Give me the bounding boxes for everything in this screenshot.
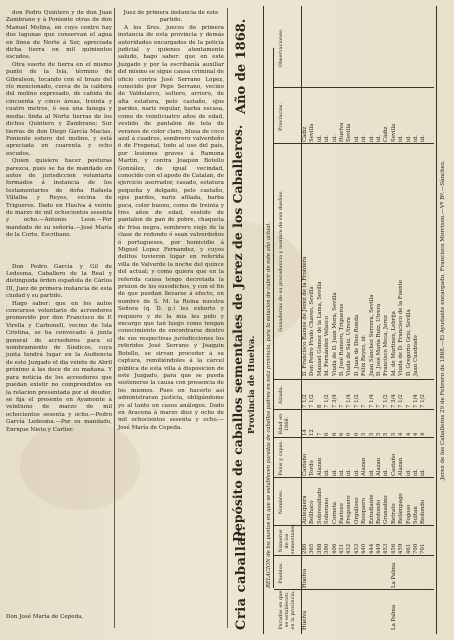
table-cell-pelo: id. — [353, 469, 360, 476]
left-column-footer: Don José María de Cepeda, — [6, 614, 84, 620]
table-row — [376, 6, 383, 634]
table-cell-edad: 5 — [361, 432, 368, 436]
table-cell-pelo: id. — [405, 469, 412, 476]
table-body — [302, 6, 430, 634]
table-cell-ganaderia: Manuel Gómez de la Lama, Sevilla — [316, 281, 323, 376]
table-cell-alzada: 7 3/4 — [331, 394, 338, 408]
table-cell-edad: 4 — [420, 432, 427, 436]
table-cell-nombre: Rosquero — [361, 497, 368, 524]
table-cell-ganaderia: Francisco Meca, Jerez — [383, 315, 390, 376]
panel-year: Año de 1868. — [234, 18, 249, 114]
table-cell-pelo: Tordo — [309, 460, 316, 476]
table-cell-alzada: 7 1/2 — [353, 394, 360, 408]
table-cell-ganaderia: D. Gregorio Gris, Sevilla — [405, 309, 412, 376]
table-cell-pelo: id. — [331, 469, 338, 476]
table-cell-edad: 5 — [383, 432, 390, 436]
left-paragraph-3: Quien quisiere hacer posturas parezca, pues se ha de mandado en autos de jurisdiccion voluntaria formados á instancia de los testamentarios de doña Rafaela Villalba y Reyes, vecina de Trigueros. Dado en Huelva á veinte de marzo de mil ochocientos sesenta y ocho.—Antonio Leon.—Por mandado de su señoría.—José María de la Corte, Escribano. — [6, 158, 112, 239]
panel-subtitle: Provincia de Huelva. — [247, 335, 257, 434]
column-header: Edad en 1868. — [278, 413, 290, 435]
table-column-rule — [274, 379, 434, 380]
table-cell-nombre: Soberano — [324, 497, 331, 524]
table-cell-edad: 14 — [302, 429, 308, 436]
table-cell-num: 440 — [361, 543, 368, 554]
table-row — [346, 6, 353, 634]
table-cell-pueblo: La Palma — [390, 562, 397, 588]
table-cell-nombre: Sultan — [413, 506, 419, 524]
table-column-rule — [274, 555, 434, 556]
table-header — [274, 6, 302, 634]
table-cell-num: 286 — [302, 543, 308, 554]
table-cell-nombre: Orgulloso — [353, 497, 360, 524]
table-cell-num: 459 — [398, 543, 405, 554]
table-cell-ganaderia: D. Francisco Ramos de Jerez de la Frontera — [302, 256, 308, 376]
table-cell-nombre: Antequera — [302, 495, 308, 524]
table-cell-ganaderia: D. José María Ruiz, Utrera — [376, 303, 382, 376]
table-cell-parada: Huelva — [302, 610, 308, 630]
table-cell-ganaderia: Félix Reyes, id. — [361, 334, 368, 376]
table-cell-alzada: 7 1/2 — [420, 394, 427, 408]
table-column-rule — [274, 87, 434, 88]
table-cell-nombre: Corneta — [331, 502, 338, 524]
table-cell-edad: 6 — [346, 432, 353, 436]
column-header: Paradas en que se establecen en la provincia. — [278, 590, 296, 630]
left-column — [6, 10, 112, 620]
table-cell-nombre: Pregonero — [346, 495, 353, 524]
table-cell-ganaderia: Juan Sánchez Serrera, Sevilla — [368, 294, 375, 376]
table-cell-prov: Huelva — [339, 122, 345, 142]
table-row — [354, 6, 361, 634]
table-cell-alzada: 7 1/2 — [398, 394, 405, 408]
table-cell-edad: 7 — [316, 432, 323, 436]
table-cell-pelo: Alazan — [361, 457, 368, 476]
table-row — [302, 6, 309, 634]
table-cell-alzada: 7 1/4 — [413, 394, 419, 408]
table-row — [361, 6, 368, 634]
table-cell-num: 431 — [339, 543, 345, 554]
table-cell-nombre: Bellhaco — [309, 500, 316, 524]
stallion-table-panel — [230, 6, 450, 634]
table-row — [413, 6, 420, 634]
column-header: Pueblos. — [278, 562, 284, 584]
table-cell-pelo: id. — [346, 469, 353, 476]
table-cell-pelo: Castaño — [390, 453, 397, 476]
left-paragraph-4: Don Pedro García y Gil de Ledesma, Caballero de la Real y distinguida órden española de Cárlos III, Juez de primera instancia de esta ciudad y su partido. — [6, 263, 112, 300]
table-row — [406, 6, 413, 634]
table-cell-nombre: Sobresaltado — [316, 488, 323, 524]
table-cell-nombre: Fogoso — [405, 504, 412, 524]
table-column-rule — [274, 143, 434, 144]
table-row — [309, 6, 316, 634]
table-cell-pelo: id. — [420, 469, 427, 476]
table-cell-prov: id. — [398, 135, 405, 142]
left-paragraph-2: Otra suerte de tierra en el mismo punto de la Isla, término de Gibraleon, tocando con el brazo del río mencionado, cerca de la caldera del molino expresado, de cabida de cincuenta y cinco áreas, treinta y cuatro metros, ó sea una fanega y media: linda al Norte tierras de los dichos Quintero y Zambrano; Sur tierras de don Diego García Macias, Poniente estero del molino, y está apreciada en cuarenta y ocho escudos. — [6, 61, 112, 157]
panel-title-row — [230, 6, 264, 634]
left-paragraph-1: don Pedro Quintero y de don Juan Zambrano y á Poniente otras de don Manuel Molina, en cuyo centro hay dos lagunas que conservan el agua en linea de Norte á Sur, aprecíada dicha tierra en mil quinientos escudos. — [6, 10, 112, 61]
table-cell-prov: Cádiz — [383, 126, 390, 142]
table-cell-num: 406 — [331, 543, 338, 554]
table-column-rule — [274, 525, 434, 526]
table-cell-prov: id. — [361, 135, 368, 142]
table-cell-edad: 4 — [405, 432, 412, 436]
table-cell-pelo: Alazan — [376, 457, 382, 476]
table-column-rule — [274, 477, 434, 478]
table-cell-ganaderia: Viuda de D. Francisco de la Fuente — [398, 279, 405, 376]
table-cell-alzada: 7 1/2 — [383, 394, 390, 408]
table-cell-prov: Cádiz — [302, 126, 308, 142]
table-cell-prov: id. — [368, 135, 375, 142]
table-cell-edad: 6 — [339, 432, 345, 436]
table-row — [324, 6, 331, 634]
table-cell-ganaderia: Viuda de Sáiz, Utrera — [346, 317, 353, 376]
table-row — [398, 6, 405, 634]
table-cell-ganaderia: D. Juan de Dios Ronda — [353, 314, 360, 376]
table-cell-edad: 6 — [324, 432, 331, 436]
table-cell-nombre: Relámpago — [398, 493, 405, 524]
column-divider — [114, 8, 115, 628]
table-cell-ganaderia: D. José Romero, Trigueros — [339, 303, 345, 376]
table-column-rule — [274, 409, 434, 410]
table-cell-edad: 5 — [368, 432, 375, 436]
middle-column — [118, 10, 224, 432]
table-cell-parada: La Palma — [390, 604, 397, 630]
table-cell-edad: 5 — [376, 432, 382, 436]
spacer — [6, 240, 112, 264]
table-cell-prov: id. — [353, 135, 360, 142]
table-row — [383, 6, 390, 634]
table-cell-prov: id. — [331, 135, 338, 142]
table-cell-edad: 4 — [413, 432, 419, 436]
table-row — [317, 6, 324, 634]
column-divider — [227, 8, 228, 628]
table-cell-alzada: 7 1/2 — [309, 394, 316, 408]
column-header: Números de los sementales. — [278, 523, 296, 554]
column-header: Pelos y capas. — [278, 440, 284, 476]
table-cell-prov: id. — [405, 135, 412, 142]
table-cell-alzada: 7 3/4 — [390, 394, 397, 408]
table-cell-pelo: Castaño — [302, 453, 308, 476]
column-header: Provincias. — [278, 103, 284, 131]
table-cell-num: 700 — [413, 543, 419, 554]
column-header: Nombres. — [278, 489, 284, 515]
column-header: Ganaderías de su procedencia y nombre de sus dueños. — [278, 190, 284, 332]
table-cell-pelo: id. — [339, 469, 345, 476]
table-cell-alzada: 7 1/4 — [346, 394, 353, 408]
table-cell-prov: Sevilla — [346, 123, 353, 142]
table-cell-nombre: Estudiante — [368, 494, 375, 524]
table-cell-edad: 5 — [390, 432, 397, 436]
table-cell-ganaderia: Don Pedro Prado Chaves, Sevilla — [309, 286, 316, 376]
table-cell-pueblo: Huelva — [302, 568, 308, 588]
middle-header: Juez de primera instancia de este partido. — [123, 10, 219, 24]
table-cell-num: 365 — [309, 543, 316, 554]
table-cell-nombre: Retrato — [390, 503, 397, 524]
table-cell-ganaderia: Viuda de D. Juan Mora, Sevilla — [331, 292, 338, 376]
table-cell-nombre: Redondo — [376, 499, 382, 524]
table-cell-edad: 4 — [398, 432, 405, 436]
panel-section-title: Cria caballar. — [234, 525, 249, 630]
table-cell-prov: id. — [316, 135, 323, 142]
table-cell-prov: Sevilla — [390, 123, 397, 142]
table-row — [339, 6, 346, 634]
table-cell-ganaderia: Id. de Martinez, Lebrija — [390, 311, 397, 376]
table-cell-prov: id. — [376, 135, 382, 142]
table-cell-num: 449 — [376, 543, 382, 554]
table-cell-edad: 6 — [331, 432, 338, 436]
table-row — [420, 6, 427, 634]
table-cell-num: 388 — [316, 543, 323, 554]
table-cell-alzada: 7 1/2 — [324, 394, 331, 408]
panel-main-title: Depósito de caballos sementales de Jerez de los Caballeros. — [230, 124, 245, 542]
table-cell-alzada: 7 1/2 — [302, 394, 308, 408]
table-cell-alzada: 8 — [316, 404, 323, 408]
middle-paragraph-1: A los Sres. jueces de primera instancia de esta provincia y demás autoridades encargados de la policía judicial y quienes atentamente saludo, hago saber: que en este Juzgado y por la escribanía auxiliar del mismo se sigue causa criminal de oficio contra José Serrano Lopez, conocido por Pepe Serrano, vecino de Valdelarco, soltero, arriero, de alta estatura, pelo castaño, ojos pardos, nariz regular, barba escasa, como de veinticuatro años de edad, vestido de pantalon de tela de veranos de color claro, blusa de coco azul á cuadros, sombrero valverdeño ó de Fregenal, todo al uso del país, por lesiones graves á Ramona Martin, y contra Joaquin Botello González, de igual vecindad, conocido con el apodo de Catalan, de ejercicio aserrador, casado, estatura pequeña y delgado, pelo castaño, ojos pardos, nariz afilada, barba poca, color bueno, como de treinta y tres años de edad, vestido de pantalon de pan de pobre, chaqueta de frisa negra, sombrero viejo de la clase de redondo ó sean valverdeños ó portugueses, por homicidio á Miguel Lopez Fernandez, y cuyos delitos tuvieron lugar en referida villa de Valverde la noche del quince del actual; y como quiera que en la referida causa tengo decretada la prision de los susodichos, y con el fin de que puedan llevarse á efecto, en nombre de S. M. la Reina nuestra Señora (q. D. g.) les exhorto y requiero y de la mia les pido y encargo que tan luego como tengan conocimiento de encontrarse dentro de sus respectivas jurisdicciones los referidos José Serrano y Joaquin Botello, se sirvan proceder á su captura, remitiéndoles á la cárcel pública de esta villa á disposicion de este Juzgado, para que se pueda sostenerse la causa con presencia de los mismos. Pues en hacerlo así administraran justicia, obligándome yo al tanto en casos análogos. Dado en Aracena á marzo diez y ocho de mil ochocientos sesenta y ocho.—José María de Cepeda. — [118, 24, 224, 431]
panel-footer: Jerez de los Caballeros 29 de Febrero de 1868.—El Ayudante encargado, Francisco Morrison.—Vº Bº.—Sánchez. — [436, 6, 447, 634]
column-header: Observaciones. — [278, 28, 284, 68]
table-cell-alzada: 7 — [376, 404, 382, 408]
table-cell-prov: id. — [413, 135, 419, 142]
table-row — [391, 6, 398, 634]
table-cell-pelo: id. — [324, 469, 331, 476]
table-cell-prov: id. — [420, 135, 427, 142]
table-cell-alzada: 7 — [339, 404, 345, 408]
table-row — [369, 6, 376, 634]
table-cell-num: 456 — [390, 543, 397, 554]
table-cell-num: 433 — [353, 543, 360, 554]
table-cell-num: 390 — [324, 543, 331, 554]
left-paragraph-5: Hago saber: que en los autos concursos voluntario de acreedores promovido por don Francisco de P. Virella y Carbonell, vecino de Isla Cristina, se ha convocado á junta general de acreedores para el nombramiento de Síndicos, cuya junta tendrá lugar en la Audiencia de este Juzgado el dia veinte de Abril próximo á las doce de su mañana. Y para noticia de los acreedores que puedan existir no comprendidos en la relacion presentada por el deudor, se fija el presente en Ayamonte á veintiuno de marzo de mil ochocientos sesenta y ocho.—Pedro García Ledesma.—Por su mandado, Enrique Nieto y Carlier. — [6, 300, 112, 433]
table-cell-nombre: Pastoso — [339, 503, 345, 524]
table-cell-pelo: id. — [413, 469, 419, 476]
table-cell-edad: 6 — [353, 432, 360, 436]
table-cell-prov: Sevilla — [309, 123, 316, 142]
table-cell-pelo: id. — [383, 469, 390, 476]
table-cell-alzada: 7 — [361, 404, 368, 408]
table-cell-alzada: 7 — [405, 404, 412, 408]
table-cell-pelo: Alazan — [316, 457, 323, 476]
table-cell-num: 701 — [420, 543, 427, 554]
table-cell-ganaderia: Juan Cuadrado — [413, 335, 419, 376]
table-cell-alzada: 7 1/4 — [368, 394, 375, 408]
table-cell-nombre: Granadino — [383, 495, 390, 524]
table-cell-num: 461 — [405, 543, 412, 554]
panel-relacion: RELACION de los puntos en que se establecen paradas de caballos padres en esta provincia, para la estacion de cubrir de este año actual. — [264, 48, 274, 588]
table-cell-ganaderia: Id. Fernández Velasco — [324, 315, 331, 376]
rotated-panel — [230, 6, 450, 634]
table-cell-prov: id. — [324, 135, 331, 142]
table-cell-num: 444 — [368, 543, 375, 554]
table-row — [332, 6, 339, 634]
table-cell-num: 453 — [383, 543, 390, 554]
table-column-rule — [274, 589, 434, 590]
table-column-rule — [274, 437, 434, 438]
table-cell-edad: 12 — [309, 429, 316, 436]
table-cell-nombre: Redondo — [420, 499, 427, 524]
table-cell-num: 432 — [346, 543, 353, 554]
table-cell-pelo: Alazan — [398, 457, 405, 476]
column-header: Alzada. — [278, 385, 284, 405]
table-cell-pelo: id. — [368, 469, 375, 476]
